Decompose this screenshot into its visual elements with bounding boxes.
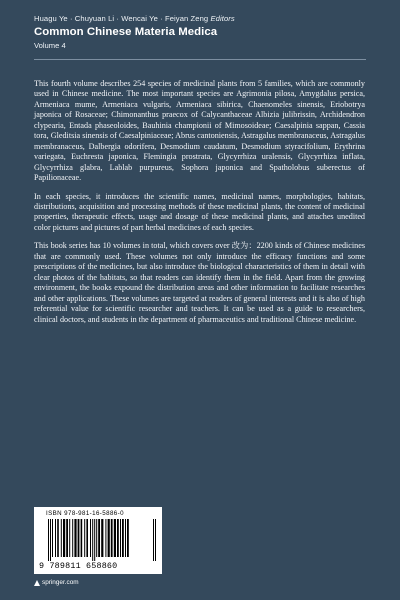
editors-names: Huagu Ye · Chuyuan Li · Wencai Ye · Feiyan Zeng xyxy=(34,14,209,23)
isbn-text: ISBN 978-981-16-5886-0 xyxy=(46,510,124,517)
isbn-barcode xyxy=(34,507,162,574)
barcode-bar xyxy=(74,519,76,557)
barcode-bar xyxy=(81,519,83,557)
barcode-bar xyxy=(101,519,103,557)
barcode-bar xyxy=(55,519,56,557)
website-text: springer.com xyxy=(42,579,79,586)
barcode-bar xyxy=(120,519,121,557)
globe-icon xyxy=(34,580,40,586)
barcode-bars xyxy=(46,519,158,561)
blurb-paragraph: This book series has 10 volumes in total, which covers over 改为：2200 kinds of Chinese medicines that are commonly used. These volumes not only introduce the efficacy functions and some prescriptions of the medicines, but also introduce the biological characteristics of them in detail with clear photos of the habitats, so that readers can identify them in the field. Apart from the growing environment, the books expound the distribution areas and other information to facilitate researches and other applications. These volumes are targeted at readers of general interests and it is also of high referential value for scientific researcher and teachers. It can be used as a guide to researchers, clinical doctors, and students in the department of pharmaceutics and traditional Chinese medicine. xyxy=(34,241,365,324)
barcode-bar xyxy=(61,519,62,557)
blurb xyxy=(34,79,365,333)
blurb-paragraph: In each species, it introduces the scientific names, medicinal names, morphologies, habitats, distributions, acquisition and processing methods of these medicinal plants, the content of medicinal properties, therapeutic effects, usage and dosage of these medicinal plants, and attaches unedited color pictures and pictures of part herbal medicines of each species. xyxy=(34,191,365,232)
barcode-bar xyxy=(108,519,110,557)
cover-header xyxy=(34,14,384,50)
editors-role: Editors xyxy=(210,14,235,23)
barcode-bar xyxy=(48,519,49,561)
barcode-bar xyxy=(90,519,91,557)
publisher-website[interactable] xyxy=(34,579,79,586)
barcode-bar xyxy=(66,519,68,557)
barcode-bar xyxy=(69,519,70,557)
barcode-bar xyxy=(122,519,124,557)
barcode-bar xyxy=(50,519,51,561)
barcode-bar xyxy=(52,519,53,557)
barcode-bar xyxy=(96,519,97,557)
volume-label: Volume 4 xyxy=(34,41,66,50)
book-title: Common Chinese Materia Medica xyxy=(34,26,218,38)
blurb-paragraph: This fourth volume describes 254 species of medicinal plants from 5 families, which are commonly used in Chinese medicine. The most important species are Agrimonia pilosa, Amygdalus persica, Armeniaca mume, Armeniaca vulgaris, Armeniaca sibirica, Chaenomeles sinensis, Eriobotrya japonica of Rosaceae; Chimonanthus praecox of Calycanthaceae Albizia julibrissin, Archidendron clypearia, Entada phaseoloides, Bauhinia championii of Mimosoideae; Caesalpinia sappan, Cassia tora, Gleditsia sinensis of Caesalpiniaceae; Abrus cantoniensis, Astragalus membranaceus, Astragalus membranaceus, Dalbergia odorifera, Desmodium caudatum, Desmodium styracifolium, Erythrina variegata, Euchresta japonica, Flemingia prostrata, Glycyrrhiza uralensis, Glycyrrhiza inflata, Glycyrrhiza glabra, Lablab purpureus, Sophora japonica and Spatholobus suberectus of Papilionaceae. xyxy=(34,79,365,183)
barcode-bar xyxy=(72,519,73,557)
barcode-bar xyxy=(114,519,116,557)
barcode-bar xyxy=(86,519,88,557)
barcode-bar xyxy=(63,519,65,557)
barcode-bar xyxy=(92,519,93,561)
barcode-bar xyxy=(155,519,156,561)
barcode-bar xyxy=(57,519,59,557)
barcode-digits: 9 789811 658860 xyxy=(39,561,118,571)
barcode-bar xyxy=(125,519,126,557)
barcode-bar xyxy=(105,519,106,557)
barcode-bar xyxy=(111,519,113,557)
barcode-bar xyxy=(98,519,100,557)
barcode-bar xyxy=(78,519,80,557)
barcode-bar xyxy=(117,519,119,557)
barcode-bar xyxy=(94,519,95,561)
barcode-bar xyxy=(84,519,85,557)
barcode-bar xyxy=(127,519,129,557)
header-divider xyxy=(34,59,366,60)
editors-line xyxy=(34,14,384,23)
barcode-bar xyxy=(153,519,154,561)
